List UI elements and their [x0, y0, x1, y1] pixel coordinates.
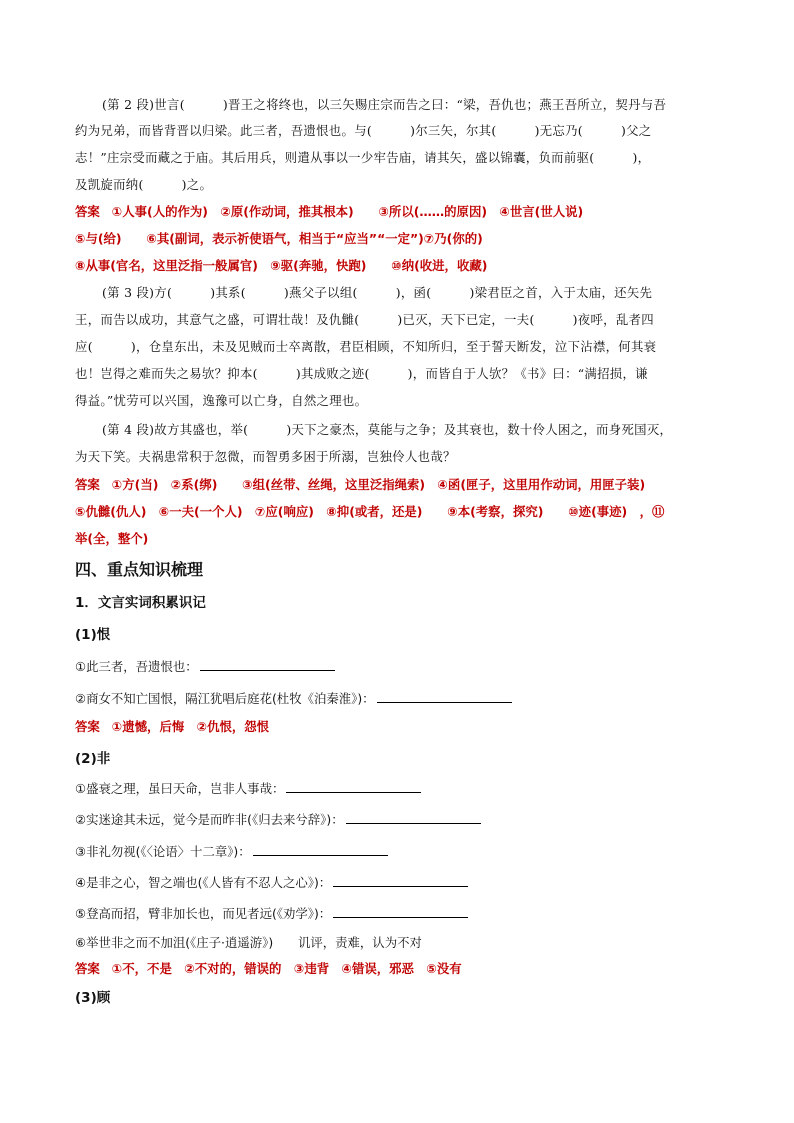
question-item [75, 905, 468, 923]
answer-word1 [75, 718, 269, 736]
answer-text: ①人事(人的作为) ②原(作动词，推其根本) ③所以(……的原因) ④世言(世人说) [111, 204, 584, 219]
para2-line1: (第 2 段)世言( )晋王之将终也，以三矢赐庄宗而告之曰：“梁，吾仇也；燕王吾所立，契丹与吾 [102, 97, 667, 112]
question-item [75, 780, 421, 798]
word-heading-fei: (2)非 [75, 751, 111, 767]
question-item [75, 658, 335, 676]
answer-block-1-line2: ⑤与(给) ⑥其(副词，表示祈使语气，相当于“应当”“一定”)⑦乃(你的) [75, 231, 483, 246]
answer-label: 答案 [75, 204, 100, 219]
question-text: ①盛衰之理，虽曰天命，岂非人事哉： [75, 781, 285, 796]
answer-word2 [75, 960, 462, 978]
answer-blank[interactable] [253, 845, 388, 856]
para2-line2: 约为兄弟，而皆背晋以归梁。此三者，吾遗恨也。与( )尔三矢，尔其( )无忘乃( )父之 [75, 123, 652, 138]
question-text: ②商女不知亡国恨，隔江犹唱后庭花(杜牧《泊秦淮》)： [75, 691, 375, 706]
question-item [75, 843, 388, 861]
para4-line1: (第 4 段)故方其盛也，举( )天下之豪杰，莫能与之争；及其衰也，数十伶人困之，而身死国灭， [102, 422, 673, 437]
question-text: ①此三者，吾遗恨也： [75, 659, 198, 674]
answer-block-2-line3: 举(全，整个) [75, 531, 149, 546]
answer-text: ①方(当) ②系(绑) ③组(丝带、丝绳，这里泛指绳索) ④函(匣子，这里用作动词，用匣子装) [111, 477, 646, 492]
answer-blank[interactable] [286, 782, 421, 793]
para3-line3: 应( )，仓皇东出，未及见贼而士卒离散，君臣相顾，不知所归，至于誓天断发，泣下沾襟，何其衰 [75, 339, 657, 354]
para2-line4: 及凯旋而纳( )之。 [75, 177, 213, 192]
answer-label: 答案 [75, 961, 100, 976]
para3-line2: 王，而告以成功，其意气之盛，可谓壮哉！及仇雠( )已灭，天下已定，一夫( )夜呼，乱者四 [75, 312, 654, 327]
answer-label: 答案 [75, 477, 100, 492]
question-text: ④是非之心，智之端也(《人皆有不忍人之心》)： [75, 875, 332, 890]
answer-blank[interactable] [377, 692, 512, 703]
answer-block-2-line2: ⑤仇雠(仇人) ⑥一夫(一个人) ⑦应(响应) ⑧抑(或者，还是) ⑨本(考察，探究) ⑩迹(事迹) ，⑪ [75, 504, 665, 519]
answer-block-1-line1 [75, 203, 583, 221]
para4-line2: 为天下笑。夫祸患常积于忽微，而智勇多困于所溺，岂独伶人也哉？ [75, 449, 456, 464]
answer-blank[interactable] [333, 876, 468, 887]
para2-line3: 志！”庄宗受而藏之于庙。其后用兵，则遣从事以一少牢告庙，请其矢，盛以锦囊，负而前驱( )， [75, 150, 651, 165]
word-heading-hen: (1)恨 [75, 627, 111, 643]
question-item: ⑥举世非之而不加沮(《庄子·逍遥游》) 讥评，责难，认为不对 [75, 935, 422, 950]
question-item [75, 690, 512, 708]
answer-block-2-line1 [75, 476, 645, 494]
answer-blank[interactable] [333, 907, 468, 918]
question-text: ⑤登高而招，臂非加长也，而见者远(《劝学》)： [75, 906, 332, 921]
para3-line4: 也！岂得之难而失之易欤？抑本( )其成败之迹( )，而皆自于人欤？《书》曰：“满招损，谦 [75, 366, 648, 381]
answer-text: ①不，不是 ②不对的，错误的 ③违背 ④错误，邪恶 ⑤没有 [111, 961, 462, 976]
word-heading-gu: (3)顾 [75, 990, 111, 1006]
question-item [75, 811, 481, 829]
subsection-heading: 1．文言实词积累识记 [75, 595, 206, 611]
answer-block-1-line3: ⑧从事(官名，这里泛指一般属官) ⑨驱(奔驰，快跑) ⑩纳(收进，收藏) [75, 258, 488, 273]
answer-text: ①遗憾，后悔 ②仇恨，怨恨 [111, 719, 270, 734]
question-text: ③非礼勿视(《〈论语〉十二章》)： [75, 844, 251, 859]
answer-blank[interactable] [200, 660, 335, 671]
question-item [75, 874, 468, 892]
section-heading: 四、重点知识梳理 [75, 560, 204, 579]
para3-line5: 得益。”忧劳可以兴国，逸豫可以亡身，自然之理也。 [75, 393, 368, 408]
question-text: ②实迷途其未远，觉今是而昨非(《归去来兮辞》)： [75, 812, 344, 827]
para3-line1: (第 3 段)方( )其系( )燕父子以组( )，函( )梁君臣之首，入于太庙，还矢先 [102, 285, 653, 300]
answer-label: 答案 [75, 719, 100, 734]
answer-blank[interactable] [346, 813, 481, 824]
